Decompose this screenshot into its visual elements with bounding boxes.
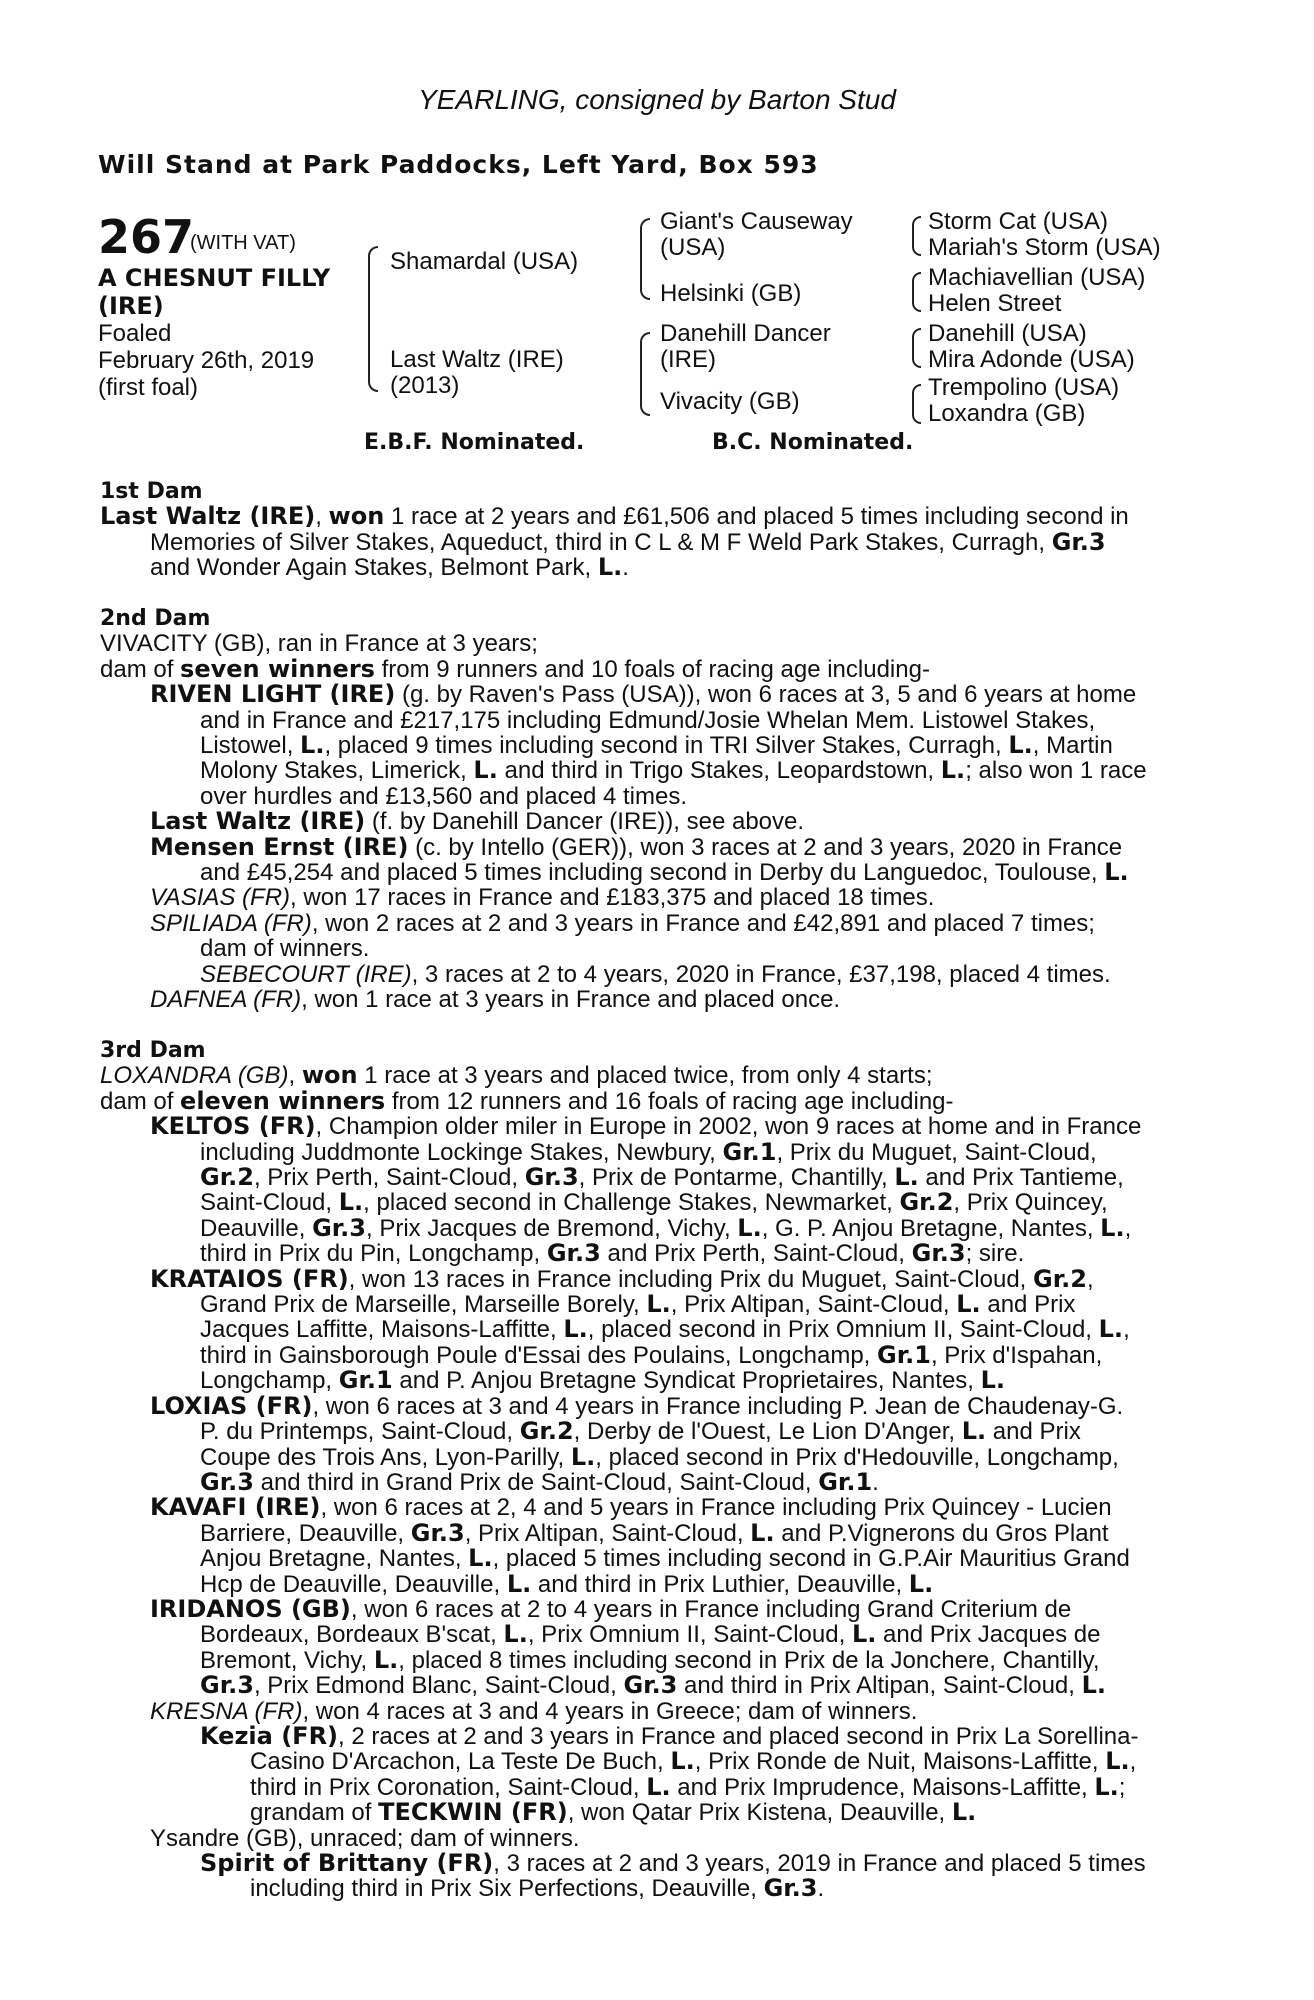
text: , won 6 races at 2, 4 and 5 years in France including Prix Quincey - Lucien [320, 1494, 1112, 1522]
grand-8: Loxandra (GB) [928, 400, 1086, 427]
vat-note: (WITH VAT) [190, 232, 296, 254]
second-dam-heading: 2nd Dam [100, 606, 211, 631]
stand-location: Will Stand at Park Paddocks, Left Yard, Box 593 [98, 150, 819, 179]
text: . [872, 1468, 879, 1496]
page-title: YEARLING, consigned by Barton Stud [418, 84, 896, 115]
horse-name: LOXANDRA (GB) [100, 1062, 289, 1090]
text: , Prix d'Ispahan, [930, 1341, 1103, 1369]
grade-tag: L. [951, 1798, 977, 1827]
text: , won 6 races at 3 and 4 years in France including P. Jean de Chaudenay-G. [312, 1392, 1124, 1420]
grade-tag: L. [956, 1290, 981, 1319]
grade-tag: Gr.3 [763, 1874, 818, 1903]
first-dam-won: won [328, 502, 385, 531]
text: and third in Trigo Stakes, Leopardstown, [497, 757, 941, 785]
sire-dam: Helsinki (GB) [660, 280, 802, 307]
text: Barriere, Deauville, [200, 1519, 411, 1547]
text: and Prix Jacques de [876, 1621, 1101, 1649]
text: , placed second in Prix Omnium II, Saint-Cloud, [587, 1316, 1099, 1344]
grade-tag: L. [940, 756, 966, 785]
grade-tag: L. [1104, 858, 1129, 887]
grade-tag: L. [1094, 1772, 1119, 1801]
text: and third in Prix Luthier, Deauville, [531, 1570, 909, 1598]
grade-tag: L. [1105, 1747, 1130, 1776]
grade-tag: L. [750, 1518, 775, 1547]
text: , [1129, 1748, 1137, 1776]
text: P. du Printemps, Saint-Cloud, [200, 1418, 520, 1446]
horse-name: KRESNA (FR) [150, 1697, 303, 1725]
lot-name-country: (IRE) [98, 292, 164, 320]
text: , [288, 1062, 302, 1090]
text: third in Prix du Pin, Longchamp, [200, 1240, 547, 1268]
winners-count: seven winners [180, 654, 375, 683]
first-dam-heading: 1st Dam [100, 479, 203, 504]
grade-tag: L. [961, 1417, 987, 1446]
text: Bordeaux, Bordeaux B'scat, [200, 1621, 504, 1649]
text: grandam of [250, 1799, 379, 1827]
grade-tag: Gr.3 [1051, 527, 1106, 556]
text: from 12 runners and 16 foals of racing age including- [385, 1087, 954, 1115]
brace-sire-parents [640, 218, 650, 300]
text: , 3 races at 2 to 4 years, 2020 in France, £37,198, placed 4 times. [411, 960, 1111, 988]
grade-tag: Gr.3 [200, 1467, 254, 1496]
text: Ysandre (GB), unraced; dam of winners. [150, 1824, 580, 1852]
lot-name: A CHESNUT FILLY [98, 264, 331, 292]
text: including third in Prix Six Perfections, Deauville, [250, 1875, 764, 1903]
text: , Prix du Muguet, Saint-Cloud, [776, 1138, 1097, 1166]
grade-tag: Gr.1 [877, 1340, 931, 1369]
grade-tag: Gr.1 [818, 1467, 873, 1496]
won-tag: won [301, 1061, 358, 1090]
grand-5: Danehill (USA) [928, 320, 1087, 347]
grade-tag: L. [646, 1290, 671, 1319]
grade-tag: L. [506, 1569, 532, 1598]
text: , 2 races at 2 and 3 years in France and placed second in Prix La Sorellina- [338, 1722, 1139, 1750]
text: , placed second in Challenge Stakes, Newmarket, [363, 1189, 900, 1217]
grade-tag: L. [851, 1620, 877, 1649]
text: Saint-Cloud, [200, 1189, 339, 1217]
text: and third in Prix Altipan, Saint-Cloud, [677, 1672, 1082, 1700]
text: and P.Vignerons du Gros Plant [774, 1519, 1109, 1547]
ebf-nominated: E.B.F. Nominated. [364, 430, 585, 455]
grand-2: Mariah's Storm (USA) [928, 234, 1161, 261]
text: Casino D'Arcachon, La Teste De Buch, [250, 1748, 671, 1776]
grade-tag: L. [1008, 731, 1033, 760]
text: Longchamp, [200, 1367, 339, 1395]
text: and £45,254 and placed 5 times including second in Derby du Languedoc, Toulouse, [200, 859, 1105, 887]
text: and Prix Imprudence, Maisons-Laffitte, [670, 1773, 1095, 1801]
text: , [1123, 1316, 1130, 1344]
text: , Prix Edmond Blanc, Saint-Cloud, [253, 1672, 624, 1700]
text: (g. by Raven's Pass (USA)), won 6 races at 3, 5 and 6 years at home [395, 681, 1137, 709]
horse-name: IRIDANOS (GB) [150, 1594, 351, 1623]
text: including Juddmonte Lockinge Stakes, Newbury, [200, 1138, 723, 1166]
brace-g4 [912, 384, 921, 424]
grade-tag: Gr.3 [410, 1518, 465, 1547]
text: dam of [100, 655, 181, 683]
grade-tag: Gr.3 [623, 1671, 678, 1700]
horse-name: KAVAFI (IRE) [150, 1493, 321, 1522]
dam-year: (2013) [390, 372, 460, 399]
grade-tag: L. [908, 1569, 934, 1598]
dam: Last Waltz (IRE) [390, 346, 564, 373]
grade-tag: L. [1100, 1213, 1125, 1242]
text: Hcp de Deauville, Deauville, [200, 1570, 507, 1598]
grade-tag: L. [597, 553, 623, 582]
text: ; also won 1 race [965, 757, 1147, 785]
text: and Prix Tantieme, [918, 1164, 1124, 1192]
text: Molony Stakes, Limerick, [200, 757, 474, 785]
first-dam-text-2: Memories of Silver Stakes, Aqueduct, third in C L & M F Weld Park Stakes, Curragh, [150, 528, 1052, 556]
text: , Prix Quincey, [953, 1189, 1108, 1217]
text: Deauville, [200, 1214, 313, 1242]
text: and Prix [980, 1291, 1076, 1319]
text: , Prix Altipan, Saint-Cloud, [670, 1291, 957, 1319]
brace-dam-parents [640, 332, 650, 416]
grade-tag: L. [646, 1772, 671, 1801]
text: and in France and £217,175 including Edmund/Josie Whelan Mem. Listowel Stakes, [200, 706, 1096, 734]
horse-name: KRATAIOS (FR) [150, 1264, 349, 1293]
grand-7: Trempolino (USA) [928, 374, 1120, 401]
text: , placed second in Prix d'Hedouville, Longchamp, [595, 1443, 1119, 1471]
grade-tag: L. [570, 1442, 596, 1471]
grade-tag: Gr.1 [722, 1137, 777, 1166]
text: , Prix Jacques de Bremond, Vichy, [366, 1214, 738, 1242]
text: third in Prix Coronation, Saint-Cloud, [250, 1773, 647, 1801]
sire-sire: Giant's Causeway [660, 208, 853, 235]
text: , placed 5 times including second in G.P.Air Mauritius Grand [492, 1545, 1130, 1573]
grade-tag: L. [338, 1188, 364, 1217]
text: 1 race at 3 years and placed twice, from only 4 starts; [357, 1062, 933, 1090]
text: and third in Grand Prix de Saint-Cloud, Saint-Cloud, [253, 1468, 819, 1496]
text: , won 2 races at 2 and 3 years in France and £42,891 and placed 7 times; [311, 909, 1095, 937]
dam-sire: Danehill Dancer [660, 320, 831, 347]
text: , won 6 races at 2 to 4 years in France including Grand Criterium de [350, 1595, 1072, 1623]
foal-note: (first foal) [98, 374, 199, 401]
grade-tag: Gr.2 [899, 1188, 954, 1217]
text: , 3 races at 2 and 3 years, 2019 in France and placed 5 times [493, 1850, 1146, 1877]
grade-tag: L. [468, 1544, 493, 1573]
horse-name: LOXIAS (FR) [150, 1391, 313, 1420]
grade-tag: L. [503, 1620, 528, 1649]
brace-sire-dam [368, 246, 378, 392]
horse-name: RIVEN LIGHT (IRE) [150, 680, 396, 709]
text: , Prix Perth, Saint-Cloud, [253, 1164, 525, 1192]
lot-number: 267 [98, 210, 195, 264]
grand-1: Storm Cat (USA) [928, 208, 1109, 235]
foaled-label: Foaled [98, 320, 172, 347]
third-dam-section [100, 1038, 1205, 1902]
grade-tag: Gr.3 [546, 1239, 601, 1268]
text: ; [1118, 1773, 1126, 1801]
text: , Prix Omnium II, Saint-Cloud, [527, 1621, 852, 1649]
text: from 9 runners and 10 foals of racing age including- [374, 655, 930, 683]
grade-tag: Gr.3 [524, 1163, 579, 1192]
grand-3: Machiavellian (USA) [928, 264, 1146, 291]
text: Coupe des Trois Ans, Lyon-Parilly, [200, 1443, 571, 1471]
grade-tag: Gr.1 [338, 1366, 393, 1395]
text: , [1124, 1214, 1132, 1242]
winners-count: eleven winners [180, 1086, 386, 1115]
grade-tag: L. [1081, 1671, 1107, 1700]
grade-tag: L. [670, 1747, 695, 1776]
grade-tag: L. [300, 731, 325, 760]
brace-g3 [912, 328, 921, 368]
grand-6: Mira Adonde (USA) [928, 346, 1135, 373]
grade-tag: Gr.3 [312, 1213, 366, 1242]
text: (c. by Intello (GER)), won 3 races at 2 and 3 years, 2020 in France [408, 833, 1123, 861]
grade-tag: L. [473, 756, 498, 785]
horse-name: TECKWIN (FR) [378, 1798, 568, 1827]
first-dam-text-3b: . [622, 554, 629, 582]
grade-tag: L. [563, 1315, 588, 1344]
sire: Shamardal (USA) [390, 248, 579, 275]
dam-sire-country: (IRE) [660, 346, 716, 373]
grade-tag: L. [1098, 1315, 1124, 1344]
text: ; sire. [965, 1240, 1025, 1268]
text: Bremont, Vichy, [200, 1646, 374, 1674]
brace-g1 [912, 216, 921, 256]
first-dam-section: 1st Dam Last Waltz (IRE), won 1 race at 2 years and £61,506 and placed 5 times including second in Memories of Silver Stakes, Aqueduct, third in C L & M F Weld Park Stakes, Curragh, Gr.3 and Wonder Again Stakes, Belmont Park, L.. [100, 479, 1205, 581]
grade-tag: L. [894, 1163, 919, 1192]
grand-4: Helen Street [928, 290, 1062, 317]
text: (f. by Danehill Dancer (IRE)), see above. [365, 808, 805, 836]
text: and Prix [986, 1418, 1081, 1446]
sire-sire-country: (USA) [660, 234, 726, 261]
foaled-date: February 26th, 2019 [98, 347, 315, 374]
horse-name: SEBECOURT (IRE) [200, 960, 412, 988]
text: . [817, 1875, 825, 1903]
text: , won 17 races in France and £183,375 and placed 18 times. [290, 884, 935, 912]
horse-name: KELTOS (FR) [150, 1112, 316, 1141]
text: and P. Anjou Bretagne Syndicat Proprietaires, Nantes, [392, 1367, 981, 1395]
grade-tag: Gr.2 [519, 1417, 574, 1446]
text: Jacques Laffitte, Maisons-Laffitte, [200, 1316, 564, 1344]
text: , Prix Ronde de Nuit, Maisons-Laffitte, [694, 1748, 1106, 1776]
text: , G. P. Anjou Bretagne, Nantes, [761, 1214, 1101, 1242]
text: , won Qatar Prix Kistena, Deauville, [567, 1799, 952, 1827]
grade-tag: L. [373, 1645, 399, 1674]
grade-tag: L. [737, 1213, 762, 1242]
second-dam-line-1: VIVACITY (GB), ran in France at 3 years; [100, 630, 538, 658]
text: , won 1 race at 3 years in France and placed once. [301, 986, 841, 1014]
horse-name: Spirit of Brittany (FR) [200, 1849, 494, 1877]
text: , Prix Altipan, Saint-Cloud, [464, 1519, 751, 1547]
grade-tag: L. [980, 1366, 1006, 1395]
horse-name: Last Waltz (IRE) [150, 807, 366, 836]
text: Listowel, [200, 732, 301, 760]
grade-tag: Gr.2 [1033, 1264, 1087, 1293]
third-dam-heading: 3rd Dam [100, 1038, 206, 1063]
dam-dam: Vivacity (GB) [660, 388, 800, 415]
text: third in Gainsborough Poule d'Essai des Poulains, Longchamp, [200, 1341, 878, 1369]
text: , placed 8 times including second in Prix de la Jonchere, Chantilly, [398, 1646, 1100, 1674]
horse-name: DAFNEA (FR) [150, 986, 302, 1014]
text: dam of [100, 1087, 181, 1115]
first-dam-text-3: and Wonder Again Stakes, Belmont Park, [150, 554, 598, 582]
grade-tag: Gr.3 [911, 1239, 966, 1268]
horse-name: Mensen Ernst (IRE) [150, 832, 409, 861]
grade-tag: Gr.3 [200, 1671, 254, 1700]
text: , Prix de Pontarme, Chantilly, [578, 1164, 895, 1192]
text: , [1086, 1265, 1094, 1293]
second-dam-section [100, 606, 1205, 1013]
text: over hurdles and £13,560 and placed 4 times. [200, 782, 687, 810]
text: , Derby de l'Ouest, Le Lion D'Anger, [573, 1418, 962, 1446]
bc-nominated: B.C. Nominated. [712, 430, 914, 455]
horse-name: VASIAS (FR) [150, 884, 291, 912]
first-dam-name: Last Waltz (IRE) [100, 502, 316, 531]
text: , Champion older miler in Europe in 2002, won 9 races at home and in France [315, 1113, 1142, 1141]
grade-tag: Gr.2 [200, 1163, 254, 1192]
text: , won 13 races in France including Prix du Muguet, Saint-Cloud, [348, 1265, 1034, 1293]
text: Anjou Bretagne, Nantes, [200, 1545, 469, 1573]
first-dam-text-1: 1 race at 2 years and £61,506 and placed 5 times including second in [384, 503, 1129, 531]
text: , Martin [1032, 732, 1113, 760]
text: , placed 9 times including second in TRI Silver Stakes, Curragh, [324, 732, 1009, 760]
brace-g2 [912, 272, 921, 312]
text: and Prix Perth, Saint-Cloud, [600, 1240, 912, 1268]
horse-name: Kezia (FR) [200, 1721, 339, 1750]
text: , won 4 races at 3 and 4 years in Greece; dam of winners. [302, 1697, 918, 1725]
text: Grand Prix de Marseille, Marseille Borely, [200, 1291, 647, 1319]
text: dam of winners. [200, 935, 370, 963]
horse-name: SPILIADA (FR) [150, 909, 312, 937]
